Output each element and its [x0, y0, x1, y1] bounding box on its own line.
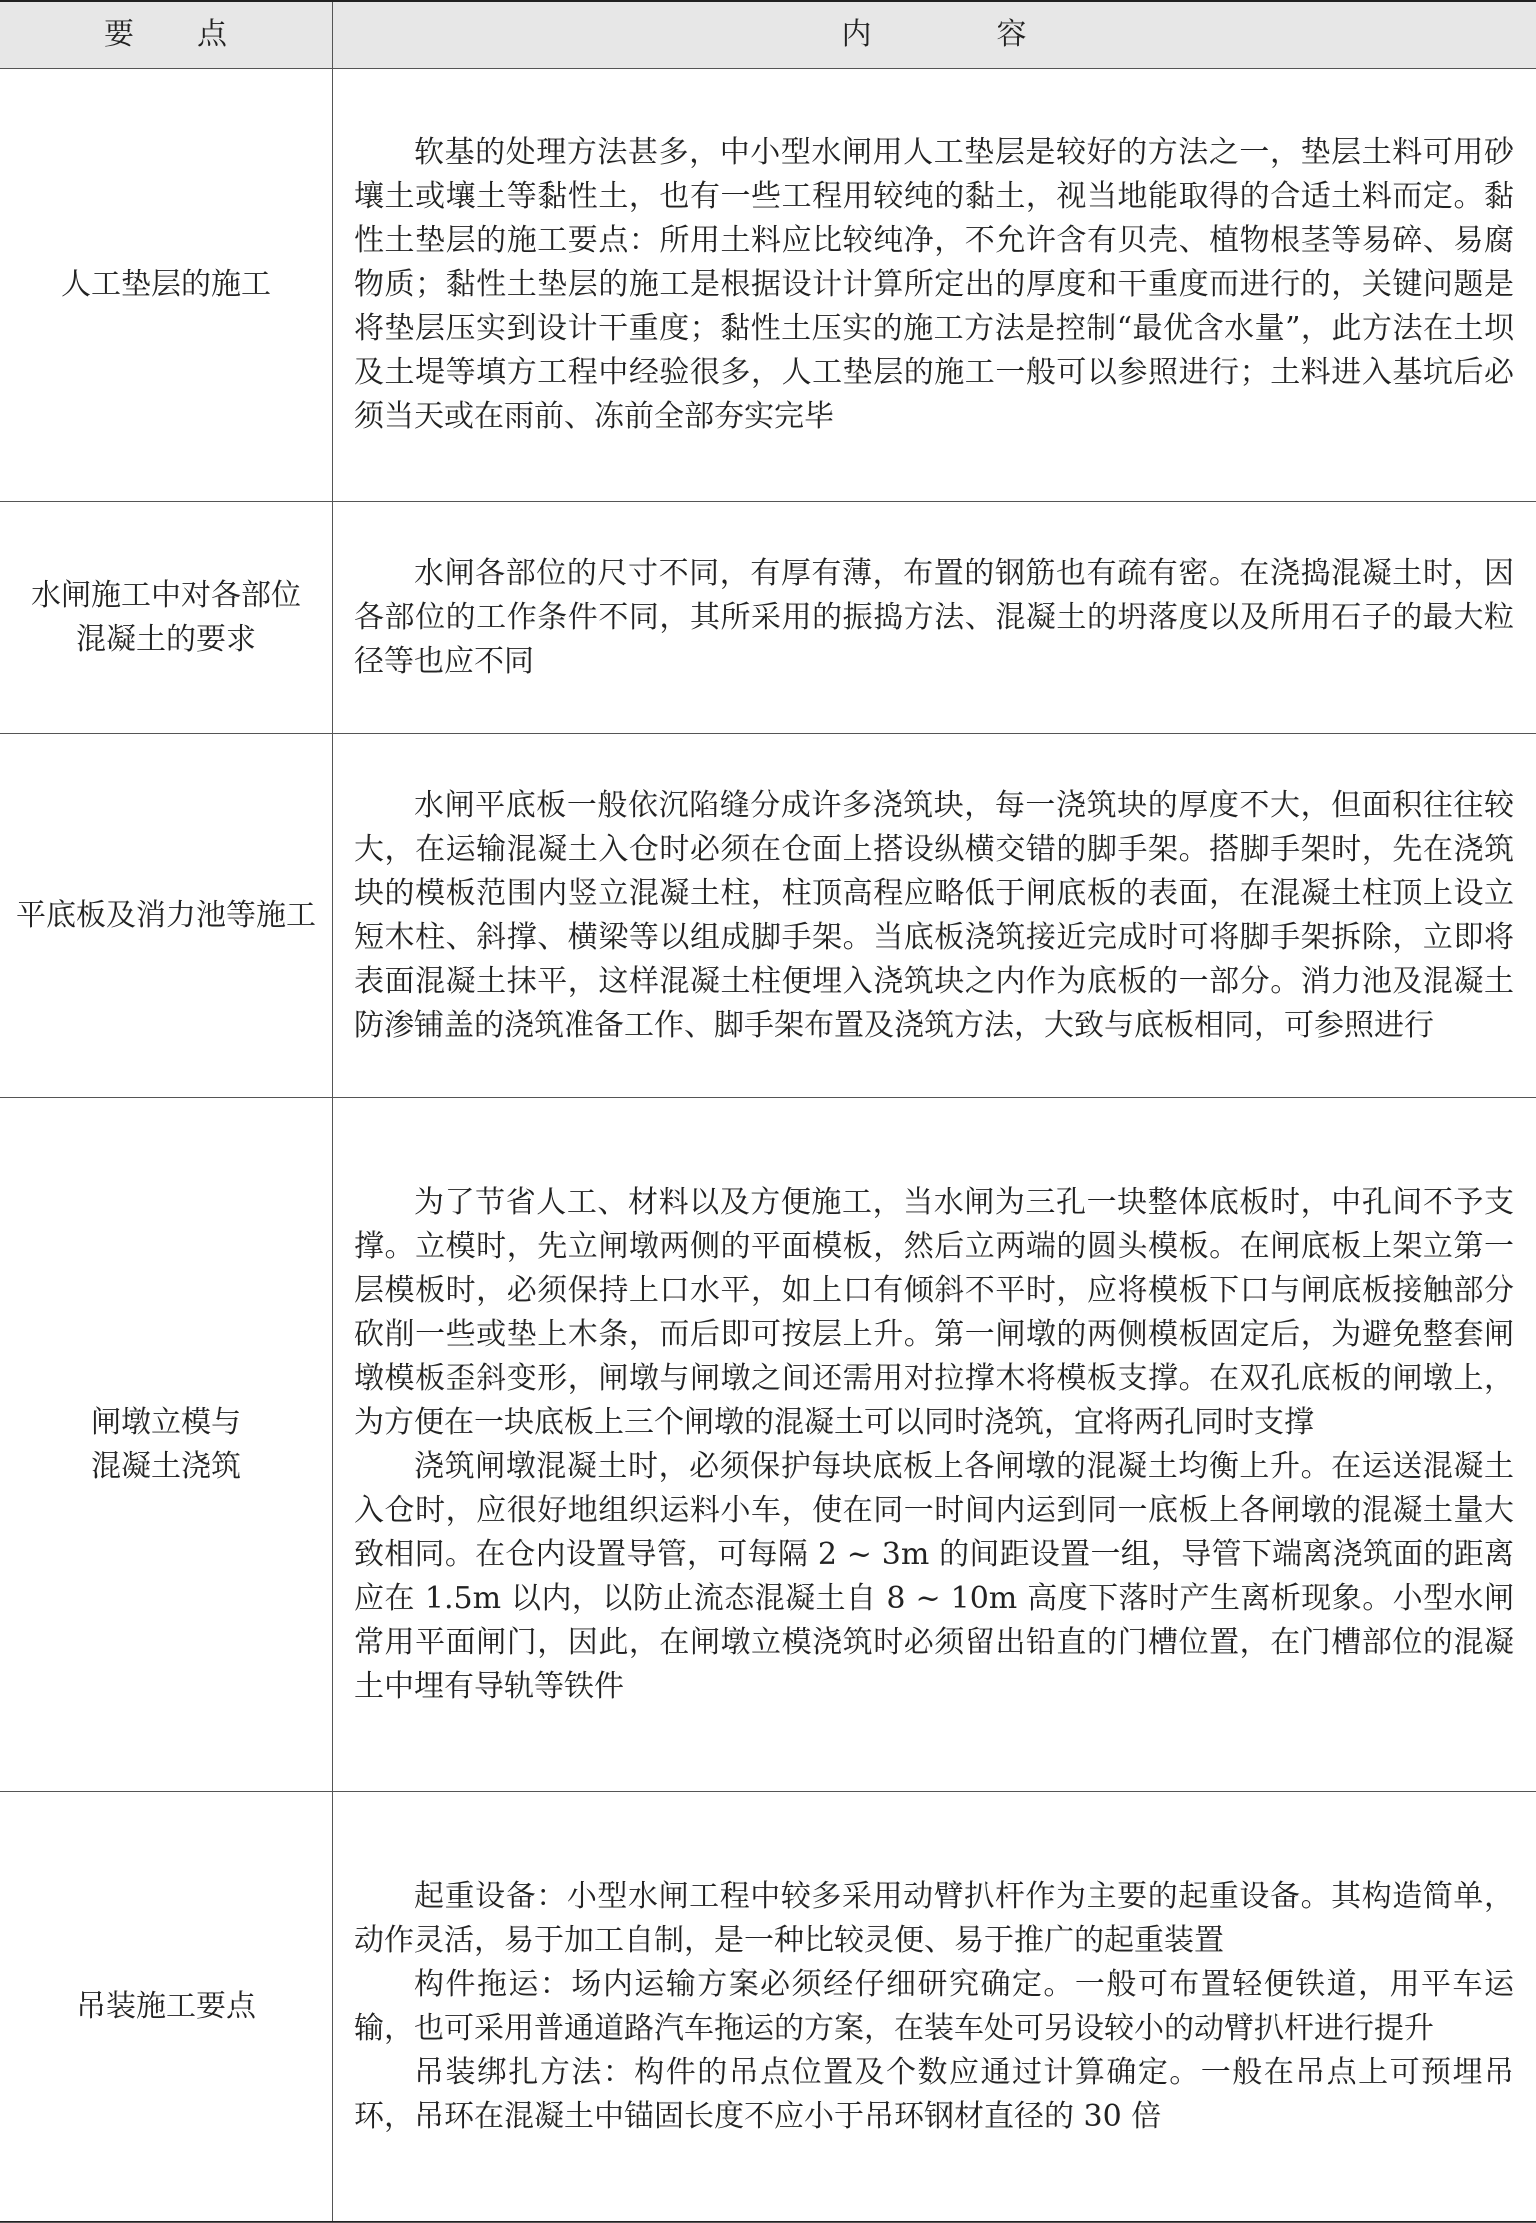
row-key-line: 平底板及消力池等施工: [16, 897, 316, 933]
row-key-line: 吊装施工要点: [76, 1989, 256, 2024]
row-key: [0, 68, 332, 501]
row-key: [0, 1792, 332, 2222]
row-paragraph: 起重设备：小型水闸工程中较多采用动臂扒杆作为主要的起重设备。其构造简单，动作灵活，易于加工自制，是一种比较灵便、易于推广的起重装置: [354, 1879, 1514, 1958]
row-paragraph: 水闸各部位的尺寸不同，有厚有薄，布置的钢筋也有疏有密。在浇捣混凝土时，因各部位的工作条件不同，其所采用的振捣方法、混凝土的坍落度以及所用石子的最大粒径等也应不同: [354, 555, 1514, 679]
row-key: [0, 1098, 332, 1791]
table-row: [0, 734, 1536, 1098]
row-content: [354, 502, 1514, 733]
table-row: [0, 1098, 1536, 1792]
table-row: [0, 1792, 1536, 2223]
table-row: [0, 68, 1536, 502]
row-paragraph: 浇筑闸墩混凝土时，必须保护每块底板上各闸墩的混凝土均衡上升。在运送混凝土入仓时，应很好地组织运料小车，使在同一时间内运到同一底板上各闸墩的混凝土量大致相同。在仓内设置导管，可每隔 2 ~ 3m 的间距设置一组，导管下端离浇筑面的距离应在 1.5m 以内，以防止流态混凝土自 8 ~ 10m 高度下落时产生离析现象。小型水闸常用平面闸门，因此，在闸墩立模浇筑时必须留出铅直的门槽位置，在门槽部位的混凝土中埋有导轨等铁件: [354, 1448, 1514, 1704]
table-header: [0, 2, 1536, 69]
row-paragraph: 构件拖运：场内运输方案必须经仔细研究确定。一般可布置轻便铁道，用平车运输，也可采用普通道路汽车拖运的方案，在装车处可另设较小的动臂扒杆进行提升: [354, 1967, 1514, 2046]
row-content: [354, 68, 1514, 501]
row-key: [0, 502, 332, 733]
row-paragraph: 软基的处理方法甚多，中小型水闸用人工垫层是较好的方法之一，垫层土料可用砂壤土或壤土等黏性土，也有一些工程用较纯的黏土，视当地能取得的合适土料而定。黏性土垫层的施工要点：所用土料应比较纯净，不允许含有贝壳、植物根茎等易碎、易腐物质；黏性土垫层的施工是根据设计计算所定出的厚度和干重度而进行的，关键问题是将垫层压实到设计干重度；黏性土压实的施工方法是控制“最优含水量”，此方法在土坝及土堤等填方工程中经验很多，人工垫层的施工一般可以参照进行；土料进入基坑后必须当天或在雨前、冻前全部夯实完毕: [354, 134, 1514, 434]
table-row: [0, 502, 1536, 734]
row-key-line: 人工垫层的施工: [61, 266, 271, 302]
column-divider: [332, 2, 333, 2221]
header-key-label: 要 点: [104, 17, 228, 52]
row-paragraph: 为了节省人工、材料以及方便施工，当水闸为三孔一块整体底板时，中孔间不予支撑。立模时，先立闸墩两侧的平面模板，然后立两端的圆头模板。在闸底板上架立第一层模板时，必须保持上口水平，如上口有倾斜不平时，应将模板下口与闸底板接触部分砍削一些或垫上木条，而后即可按层上升。第一闸墩的两侧模板固定后，为避免整套闸墩模板歪斜变形，闸墩与闸墩之间还需用对拉撑木将模板支撑。在双孔底板的闸墩上，为方便在一块底板上三个闸墩的混凝土可以同时浇筑，宜将两孔同时支撑: [354, 1184, 1514, 1440]
row-key-line: 闸墩立模与: [91, 1404, 241, 1440]
row-key-line: 混凝土的要求: [76, 621, 256, 657]
row-key-line: 混凝土浇筑: [91, 1448, 241, 1484]
header-content-label: 内 容: [841, 17, 1028, 52]
row-paragraph: 水闸平底板一般依沉陷缝分成许多浇筑块，每一浇筑块的厚度不大，但面积往往较大，在运输混凝土入仓时必须在仓面上搭设纵横交错的脚手架。搭脚手架时，先在浇筑块的模板范围内竖立混凝土柱，柱顶高程应略低于闸底板的表面，在混凝土柱顶上设立短木柱、斜撑、横梁等以组成脚手架。当底板浇筑接近完成时可将脚手架拆除，立即将表面混凝土抹平，这样混凝土柱便埋入浇筑块之内作为底板的一部分。消力池及混凝土防渗铺盖的浇筑准备工作、脚手架布置及浇筑方法，大致与底板相同，可参照进行: [354, 787, 1514, 1043]
row-key-line: 水闸施工中对各部位: [31, 577, 301, 613]
row-content: [354, 1792, 1514, 2222]
row-key: [0, 734, 332, 1097]
row-paragraph: 吊装绑扎方法：构件的吊点位置及个数应通过计算确定。一般在吊点上可预埋吊环，吊环在混凝土中锚固长度不应小于吊环钢材直径的 30 倍: [354, 2055, 1514, 2134]
row-content: [354, 734, 1514, 1097]
row-content: [354, 1098, 1514, 1791]
